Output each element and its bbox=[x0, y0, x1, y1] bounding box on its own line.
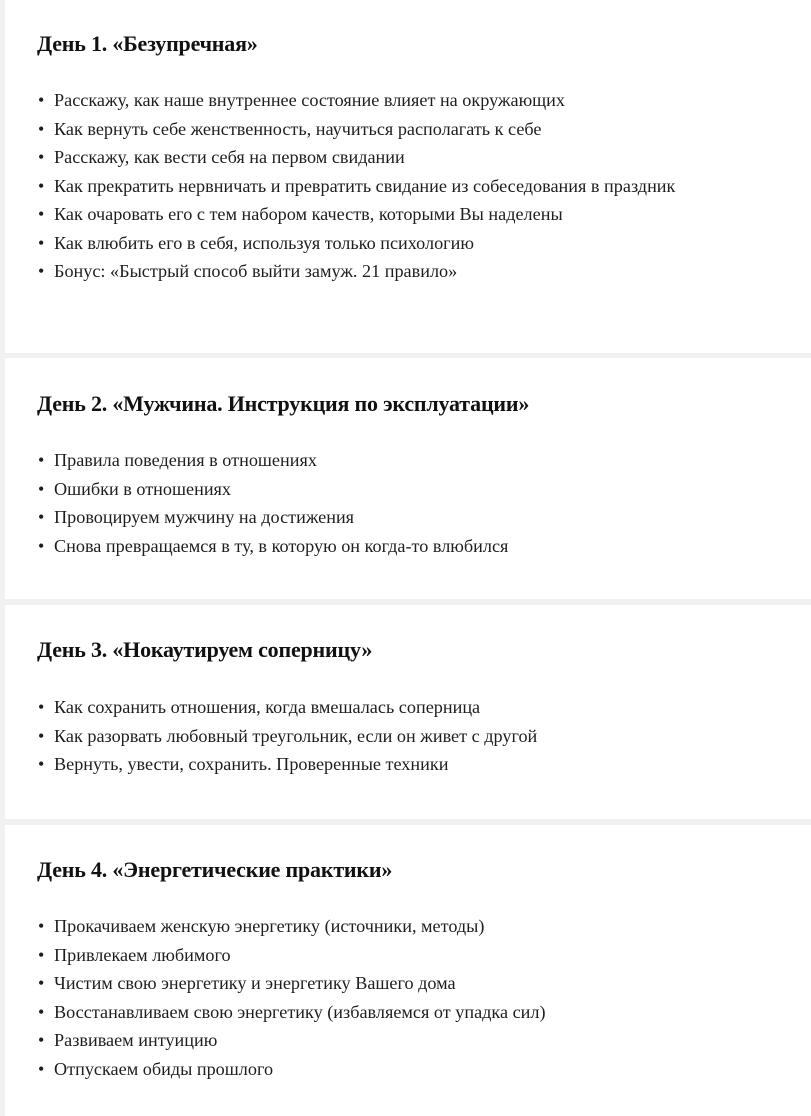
bullet-icon: • bbox=[38, 916, 45, 936]
list-item: • Как разорвать любовный треугольник, если он живет с другой bbox=[37, 722, 537, 751]
bullet-icon: • bbox=[38, 973, 45, 993]
bullet-icon: • bbox=[38, 450, 45, 470]
list-item: • Как очаровать его с тем набором качеств, которыми Вы наделены bbox=[37, 200, 675, 229]
bullet-icon: • bbox=[38, 697, 45, 717]
bullet-icon: • bbox=[38, 1001, 45, 1022]
day-1-card bbox=[5, 0, 811, 353]
day-1-title: День 1. «Безупречная» bbox=[37, 31, 258, 56]
bullet-icon: • bbox=[38, 725, 45, 746]
day-1-list bbox=[37, 86, 675, 286]
day-4-list bbox=[37, 912, 546, 1083]
bullet-icon: • bbox=[38, 147, 45, 167]
list-item: • Отпускаем обиды прошлого bbox=[37, 1055, 546, 1084]
list-item: • Расскажу, как наше внутреннее состояние влияет на окружающих bbox=[37, 86, 675, 115]
bullet-icon: • bbox=[38, 754, 45, 774]
bullet-icon: • bbox=[38, 1030, 45, 1050]
list-item: • Привлекаем любимого bbox=[37, 941, 546, 970]
day-3-card bbox=[5, 605, 811, 819]
list-item: • Расскажу, как вести себя на первом свидании bbox=[37, 143, 675, 172]
bullet-icon: • bbox=[38, 204, 45, 224]
day-2-card bbox=[5, 358, 811, 599]
list-item: • Восстанавливаем свою энергетику (избавляемся от упадка сил) bbox=[37, 998, 546, 1027]
list-item: • Бонус: «Быстрый способ выйти замуж. 21 правило» bbox=[37, 257, 675, 286]
day-2-title: День 2. «Мужчина. Инструкция по эксплуатации» bbox=[37, 391, 530, 416]
list-item: • Развиваем интуицию bbox=[37, 1026, 546, 1055]
bullet-icon: • bbox=[38, 175, 45, 196]
bullet-icon: • bbox=[38, 478, 45, 499]
list-item: • Провоцируем мужчину на достижения bbox=[37, 503, 508, 532]
bullet-icon: • bbox=[38, 535, 45, 556]
day-3-list bbox=[37, 693, 537, 779]
bullet-icon: • bbox=[38, 507, 45, 527]
bullet-icon: • bbox=[38, 944, 45, 965]
bullet-icon: • bbox=[38, 118, 45, 139]
day-3-title: День 3. «Нокаутируем соперницу» bbox=[37, 637, 373, 662]
bullet-icon: • bbox=[38, 232, 45, 253]
list-item: • Чистим свою энергетику и энергетику Вашего дома bbox=[37, 969, 546, 998]
list-item: • Ошибки в отношениях bbox=[37, 475, 508, 504]
bullet-icon: • bbox=[38, 261, 45, 281]
day-4-card bbox=[5, 825, 811, 1116]
list-item: • Правила поведения в отношениях bbox=[37, 446, 508, 475]
list-item: • Как прекратить нервничать и превратить свидание из собеседования в праздник bbox=[37, 172, 675, 201]
list-item: • Вернуть, увести, сохранить. Проверенные техники bbox=[37, 750, 537, 779]
list-item: • Прокачиваем женскую энергетику (источники, методы) bbox=[37, 912, 546, 941]
day-2-list bbox=[37, 446, 508, 560]
list-item: • Снова превращаемся в ту, в которую он когда-то влюбился bbox=[37, 532, 508, 561]
bullet-icon: • bbox=[38, 90, 45, 110]
list-item: • Как вернуть себе женственность, научиться располагать к себе bbox=[37, 115, 675, 144]
bullet-icon: • bbox=[38, 1058, 45, 1079]
list-item: • Как сохранить отношения, когда вмешалась соперница bbox=[37, 693, 537, 722]
day-4-title: День 4. «Энергетические практики» bbox=[37, 857, 393, 882]
list-item: • Как влюбить его в себя, используя только психологию bbox=[37, 229, 675, 258]
